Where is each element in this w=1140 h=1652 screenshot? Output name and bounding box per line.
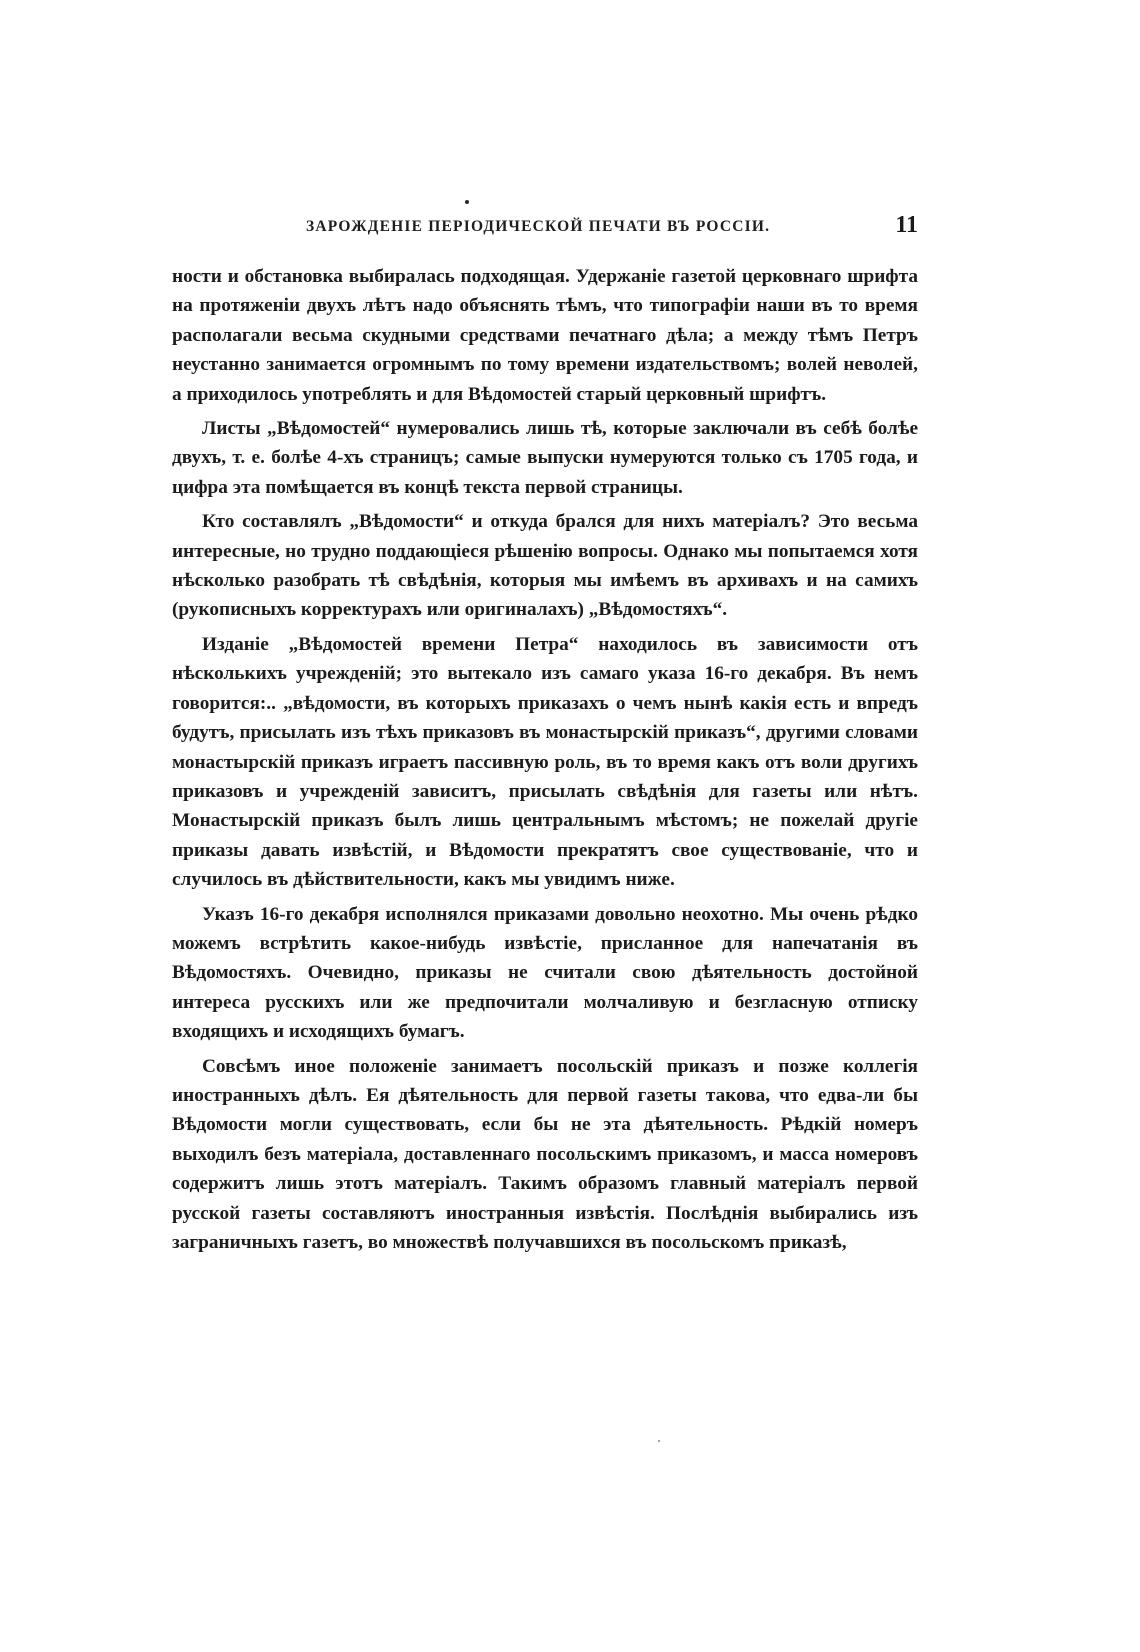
body-text	[172, 262, 918, 1262]
paragraph-1: ности и обстановка выбиралась подходящая. Удержаніе газетой церковнаго шрифта на протяженіи двухъ лѣтъ надо объяснять тѣмъ, что типографіи наши въ то время располагали весьма скудными средствами печатнаго дѣла; а между тѣмъ Петръ неустанно занимается огромнымъ по тому времени издательствомъ; волей неволей, а приходилось употреблять и для Вѣдомостей старый церковный шрифтъ.	[172, 266, 918, 405]
paragraph-4: Изданіе „Вѣдомостей времени Петра“ находилось въ зависимости отъ нѣсколькихъ учрежденій; это вытекало изъ самаго указа 16-го декабря. Въ немъ говорится:.. „вѣдомости, въ которыхъ приказахъ о чемъ нынѣ какія есть и впредъ будутъ, присылать изъ тѣхъ приказовъ въ монастырскій приказъ“, другими словами монастырскій приказъ играетъ пассивную роль, въ то время какъ отъ воли другихъ приказовъ и учрежденій зависитъ, присылать свѣдѣнія для газеты или нѣтъ. Монастырскій приказъ былъ лишь центральнымъ мѣстомъ; не пожелай другіе приказы давать извѣстій, и Вѣдомости прекратятъ свое существованіе, что и случилось въ дѣйствительности, какъ мы увидимъ ниже.	[172, 633, 918, 891]
paragraph-3: Кто составлялъ „Вѣдомости“ и откуда брался для нихъ матеріалъ? Это весьма интересные, но трудно поддающіеся рѣшенію вопросы. Однако мы попытаемся хотя нѣсколько разобрать тѣ свѣдѣнія, которыя мы имѣемъ въ архивахъ и на самихъ (рукописныхъ корректурахъ или оригиналахъ) „Вѣдомостяхъ“.	[172, 511, 918, 621]
paragraph-6: Совсѣмъ иное положеніе занимаетъ посольскій приказъ и позже коллегія иностранныхъ дѣлъ. Ея дѣятельность для первой газеты такова, что едва-ли бы Вѣдомости могли существовать, если бы не эта дѣятельность. Рѣдкій номеръ выходилъ безъ матеріала, доставленнаго посольскимъ приказомъ, и масса номеровъ содержитъ лишь этотъ матеріалъ. Такимъ образомъ главный матеріалъ первой русской газеты составляютъ иностранныя извѣстія. Послѣднія выбирались изъ заграничныхъ газетъ, во множествѣ получавшихся въ посольскомъ приказѣ,	[172, 1055, 918, 1253]
page-number: 11	[895, 212, 918, 238]
stray-mark	[658, 1440, 660, 1442]
paragraph-2: Листы „Вѣдомостей“ нумеровались лишь тѣ, которые заключали въ себѣ болѣе двухъ, т. е. болѣе 4-хъ страницъ; самые выпуски нумеруются только съ 1705 года, и цифра эта помѣщается въ концѣ текста первой страницы.	[172, 418, 918, 498]
running-title: ЗАРОЖДЕНІЕ ПЕРІОДИЧЕСКОЙ ПЕЧАТИ ВЪ РОССІИ.	[306, 218, 771, 235]
page-header	[306, 212, 918, 242]
header-dot	[465, 200, 469, 204]
paragraph-5: Указъ 16-го декабря исполнялся приказами довольно неохотно. Мы очень рѣдко можемъ встрѣтить какое-нибудь извѣстіе, присланное для напечатанія въ Вѣдомостяхъ. Очевидно, приказы не считали свою дѣятельность достойной интереса русскихъ или же предпочитали молчаливую и безгласную отписку входящихъ и исходящихъ бумагъ.	[172, 903, 918, 1043]
